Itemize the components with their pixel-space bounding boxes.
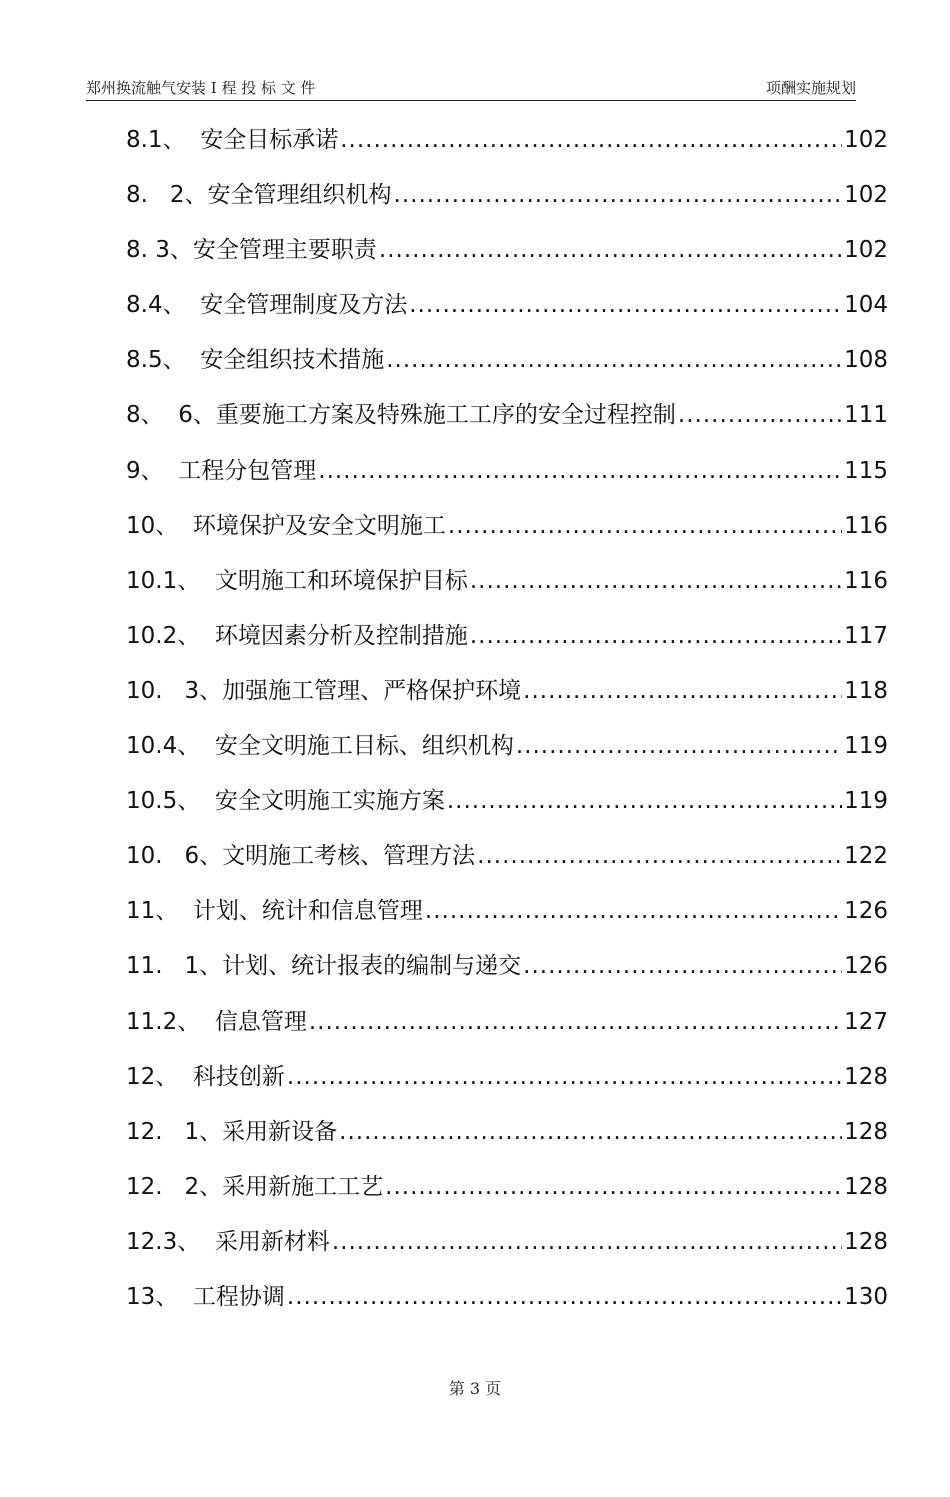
toc-entry[interactable] bbox=[126, 173, 888, 228]
toc-leader-dots bbox=[523, 944, 842, 988]
toc-entry-number: 8. 3、 bbox=[126, 237, 193, 264]
toc-entry[interactable] bbox=[126, 283, 888, 338]
toc-leader-dots bbox=[448, 504, 842, 548]
toc-leader-dots bbox=[516, 724, 842, 768]
toc-entry-page: 126 bbox=[844, 953, 888, 980]
toc-entry[interactable] bbox=[126, 724, 888, 779]
toc-entry-number: 10. 3、 bbox=[126, 677, 223, 704]
toc-entry-page: 104 bbox=[844, 292, 888, 319]
toc-entry[interactable] bbox=[126, 1000, 888, 1055]
toc-entry[interactable] bbox=[126, 1220, 888, 1275]
toc-entry[interactable] bbox=[126, 779, 888, 834]
toc-leader-dots bbox=[425, 889, 842, 933]
toc-entry[interactable] bbox=[126, 1055, 888, 1110]
page-header bbox=[86, 76, 856, 101]
toc-leader-dots bbox=[394, 173, 843, 217]
toc-entry-number: 8. 2、 bbox=[126, 182, 208, 209]
toc-entry-number: 10. 6、 bbox=[126, 843, 223, 870]
toc-entry-number: 9、 bbox=[126, 457, 179, 484]
toc-leader-dots bbox=[470, 559, 842, 603]
toc-entry-number: 8、 6、 bbox=[126, 402, 216, 429]
toc-entry-page: 117 bbox=[844, 622, 888, 649]
toc-entry-number: 10.1、 bbox=[126, 567, 215, 594]
toc-entry-title: 环境因素分析及控制措施 bbox=[214, 622, 468, 649]
page-footer bbox=[0, 1376, 950, 1399]
toc-entry-page: 102 bbox=[844, 182, 888, 209]
toc-entry-page: 128 bbox=[844, 1228, 888, 1255]
toc-leader-dots bbox=[385, 1165, 842, 1209]
toc-leader-dots bbox=[379, 228, 842, 272]
toc-leader-dots bbox=[523, 669, 842, 713]
toc-entry-page: 127 bbox=[844, 1008, 888, 1035]
toc-entry[interactable] bbox=[126, 449, 888, 504]
toc-entry-number: 8.4、 bbox=[126, 292, 201, 319]
toc-entry[interactable] bbox=[126, 393, 888, 448]
toc-entry-number: 8.1、 bbox=[126, 127, 201, 153]
toc-entry[interactable] bbox=[126, 889, 888, 944]
toc-entry-number: 12. 1、 bbox=[126, 1118, 223, 1145]
toc-leader-dots bbox=[309, 1000, 842, 1044]
toc-entry[interactable] bbox=[126, 614, 888, 669]
toc-entry-number: 11.2、 bbox=[126, 1008, 215, 1035]
toc-entry-number: 10.5、 bbox=[126, 788, 215, 815]
toc-entry[interactable] bbox=[126, 1275, 888, 1330]
toc-entry-title: 工程分包管理 bbox=[178, 457, 317, 484]
toc-leader-dots bbox=[287, 1275, 842, 1319]
toc-entry-number: 13、 bbox=[126, 1283, 193, 1310]
toc-entry[interactable] bbox=[126, 1110, 888, 1165]
toc-entry[interactable] bbox=[126, 1165, 888, 1220]
toc-entry-title: 采用新设备 bbox=[222, 1118, 338, 1145]
toc-entry-number: 11、 bbox=[126, 898, 193, 925]
toc-entry-title: 安全管理制度及方法 bbox=[200, 292, 408, 319]
toc-entry-title: 安全文明施工目标、组织机构 bbox=[214, 733, 514, 760]
toc-entry-page: 116 bbox=[844, 567, 888, 594]
toc-entry-number: 8.5、 bbox=[126, 347, 201, 374]
toc-entry-page: 128 bbox=[844, 1063, 888, 1090]
toc-entry-page: 102 bbox=[844, 127, 888, 153]
toc-entry-title: 安全目标承诺 bbox=[200, 127, 339, 153]
toc-entry-number: 10、 bbox=[126, 512, 193, 539]
toc-entry-title: 文明施工考核、管理方法 bbox=[222, 843, 476, 870]
toc-entry-number: 10.4、 bbox=[126, 733, 215, 760]
toc-entry[interactable] bbox=[126, 228, 888, 283]
toc-leader-dots bbox=[470, 614, 842, 658]
toc-entry-title: 采用新施工工艺 bbox=[222, 1173, 384, 1200]
header-section-title: 项酬实施规划 bbox=[765, 79, 856, 97]
toc-entry-title: 信息管理 bbox=[214, 1008, 307, 1035]
toc-entry-page: 116 bbox=[844, 512, 888, 539]
header-document-title: 郑州换流触气安装 I 程 投 标 文 件 bbox=[86, 79, 316, 97]
toc-entry-page: 119 bbox=[844, 788, 888, 815]
toc-leader-dots bbox=[477, 834, 842, 878]
toc-entry-page: 118 bbox=[844, 677, 888, 704]
toc-entry-number: 12、 bbox=[126, 1063, 193, 1090]
toc-entry-page: 115 bbox=[844, 457, 888, 484]
toc-entry-title: 安全管理主要职责 bbox=[192, 237, 377, 264]
toc-entry-number: 11. 1、 bbox=[126, 953, 223, 980]
toc-entry-number: 12. 2、 bbox=[126, 1173, 223, 1200]
toc-leader-dots bbox=[409, 283, 842, 327]
toc-leader-dots bbox=[678, 393, 842, 437]
toc-entry-number: 12.3、 bbox=[126, 1228, 215, 1255]
toc-entry-title: 重要施工方案及特殊施工工序的安全过程控制 bbox=[215, 402, 676, 429]
table-of-contents bbox=[126, 118, 888, 1330]
toc-entry-page: 126 bbox=[844, 898, 888, 925]
toc-entry-title: 安全组织技术措施 bbox=[200, 347, 385, 374]
toc-leader-dots bbox=[318, 449, 842, 493]
toc-leader-dots bbox=[287, 1055, 842, 1099]
toc-entry-page: 119 bbox=[844, 733, 888, 760]
toc-entry-page: 128 bbox=[844, 1173, 888, 1200]
toc-entry-title: 文明施工和环境保护目标 bbox=[214, 567, 468, 594]
toc-entry-title: 安全管理组织机构 bbox=[207, 182, 392, 209]
toc-entry-title: 加强施工管理、严格保护环境 bbox=[222, 677, 522, 704]
toc-entry[interactable] bbox=[126, 338, 888, 393]
toc-entry-page: 111 bbox=[844, 402, 888, 429]
toc-entry-page: 128 bbox=[844, 1118, 888, 1145]
toc-entry[interactable] bbox=[126, 669, 888, 724]
toc-entry-page: 108 bbox=[844, 347, 888, 374]
toc-entry-title: 环境保护及安全文明施工 bbox=[192, 512, 446, 539]
toc-entry[interactable] bbox=[126, 944, 888, 999]
toc-entry-title: 计划、统计和信息管理 bbox=[192, 898, 423, 925]
toc-leader-dots bbox=[447, 779, 842, 823]
toc-entry[interactable] bbox=[126, 834, 888, 889]
toc-entry-title: 安全文明施工实施方案 bbox=[214, 788, 445, 815]
toc-entry-title: 采用新材料 bbox=[214, 1228, 330, 1255]
toc-leader-dots bbox=[339, 1110, 842, 1154]
toc-entry[interactable] bbox=[126, 559, 888, 614]
page-number: 第 3 页 bbox=[448, 1379, 502, 1398]
toc-entry-page: 102 bbox=[844, 237, 888, 264]
toc-entry-title: 科技创新 bbox=[192, 1063, 285, 1090]
toc-entry-page: 122 bbox=[844, 843, 888, 870]
toc-entry-number: 10.2、 bbox=[126, 622, 215, 649]
toc-leader-dots bbox=[386, 338, 842, 382]
toc-leader-dots bbox=[340, 118, 842, 162]
toc-entry[interactable] bbox=[126, 118, 888, 173]
toc-entry-title: 计划、统计报表的编制与递交 bbox=[222, 953, 522, 980]
toc-entry-page: 130 bbox=[844, 1283, 888, 1310]
toc-entry[interactable] bbox=[126, 504, 888, 559]
toc-leader-dots bbox=[332, 1220, 842, 1264]
toc-entry-title: 工程协调 bbox=[192, 1283, 285, 1310]
